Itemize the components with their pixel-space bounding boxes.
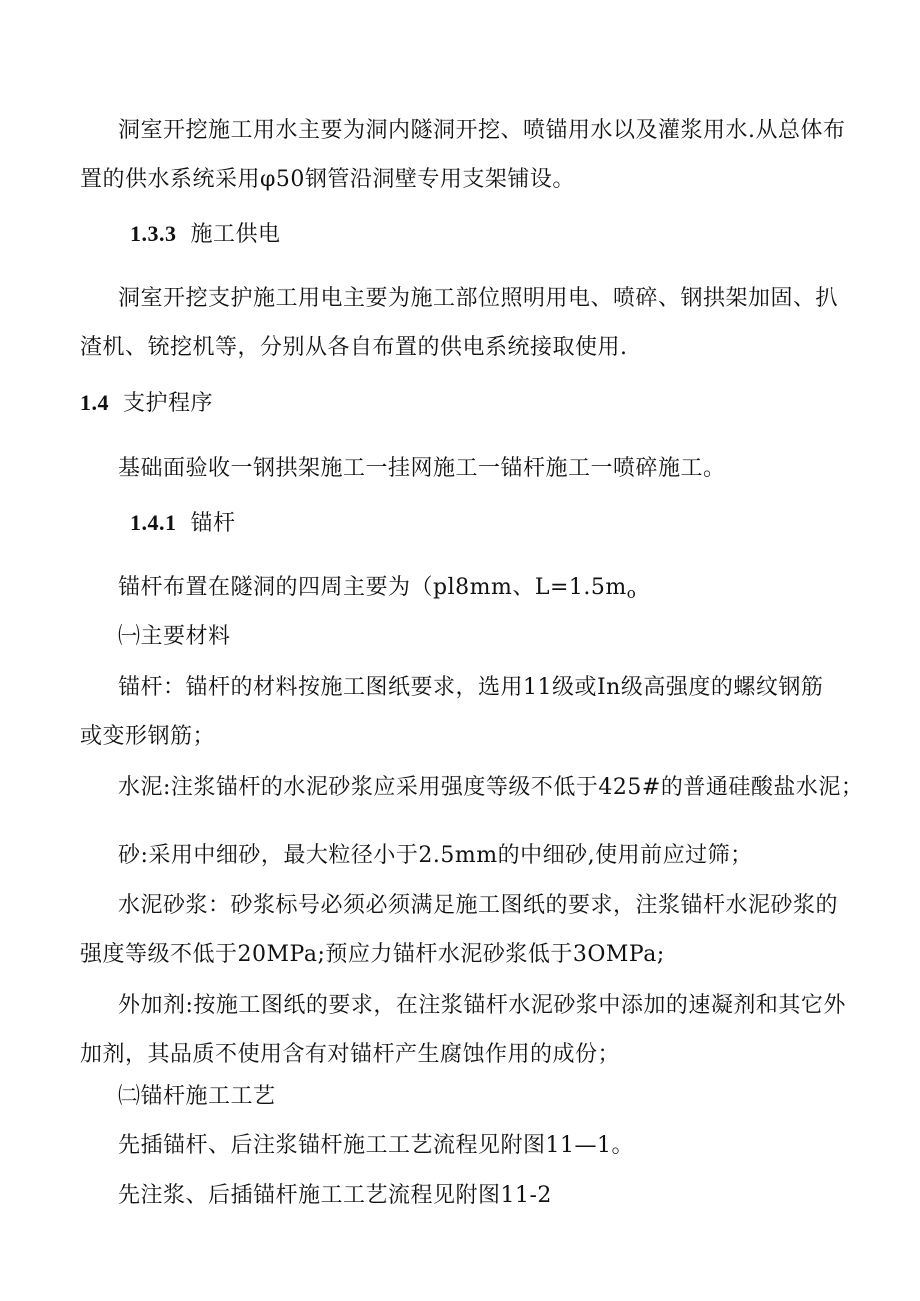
section-anchor-process: ㈡锚杆施工工艺 (118, 1084, 276, 1109)
anchor-layout-text: 锚杆布置在隧洞的四周主要为（pl8mm、L=1.5m (118, 575, 627, 600)
heading-1-4 (80, 388, 213, 419)
heading-number: 1.4 (80, 390, 109, 415)
heading-1-4-1 (130, 508, 236, 539)
paragraph-anchor-material-line-1: 锚杆：锚杆的材料按施工图纸要求，选用11级或In级高强度的螺纹钢筋 (118, 675, 824, 700)
heading-number: 1.3.3 (130, 221, 177, 246)
heading-title: 施工供电 (190, 222, 281, 247)
paragraph-sand: 砂:采用中细砂，最大粒径小于2.5mm的中细砂,使用前应过筛； (118, 843, 753, 868)
paragraph-sequence: 基础面验收一钢拱架施工一挂网施工一锚杆施工一喷碎施工。 (118, 456, 726, 481)
paragraph-water-line-1: 洞室开挖施工用水主要为洞内隧洞开挖、喷锚用水以及灌浆用水.从总体布 (118, 118, 846, 143)
anchor-layout-subscript: o (626, 584, 637, 602)
heading-number: 1.4.1 (130, 510, 177, 535)
paragraph-power-line-1: 洞室开挖支护施工用电主要为施工部位照明用电、喷碎、钢拱架加固、扒 (118, 286, 839, 311)
paragraph-additive-line-2: 加剂，其品质不使用含有对锚杆产生腐蚀作用的成份； (80, 1042, 621, 1067)
heading-title: 支护程序 (123, 391, 214, 416)
paragraph-mortar-line-1: 水泥砂浆：砂浆标号必须必须满足施工图纸的要求，注浆锚杆水泥砂浆的 (118, 893, 839, 918)
paragraph-cement: 水泥:注浆锚杆的水泥砂浆应采用强度等级不低于425#的普通硅酸盐水泥； (118, 775, 864, 800)
paragraph-process-2: 先注浆、后插锚杆施工工艺流程见附图11-2 (118, 1183, 552, 1208)
section-main-materials: ㈠主要材料 (118, 624, 231, 649)
heading-title: 锚杆 (190, 511, 236, 536)
paragraph-anchor-layout (118, 573, 636, 608)
paragraph-power-line-2: 渣机、铳挖机等，分别从各自布置的供电系统接取使用. (80, 335, 628, 360)
paragraph-additive-line-1: 外加剂:按施工图纸的要求，在注浆锚杆水泥砂浆中添加的速凝剂和其它外 (118, 993, 846, 1018)
paragraph-mortar-line-2: 强度等级不低于20MPa;预应力锚杆水泥砂浆低于3OMPa; (80, 942, 665, 967)
paragraph-anchor-material-line-2: 或变形钢筋； (80, 724, 216, 749)
heading-1-3-3 (130, 219, 281, 250)
paragraph-process-1: 先插锚杆、后注浆锚杆施工工艺流程见附图11—1。 (118, 1133, 634, 1158)
paragraph-water-line-2: 置的供水系统采用φ50钢管沿洞壁专用支架铺设。 (80, 167, 575, 192)
